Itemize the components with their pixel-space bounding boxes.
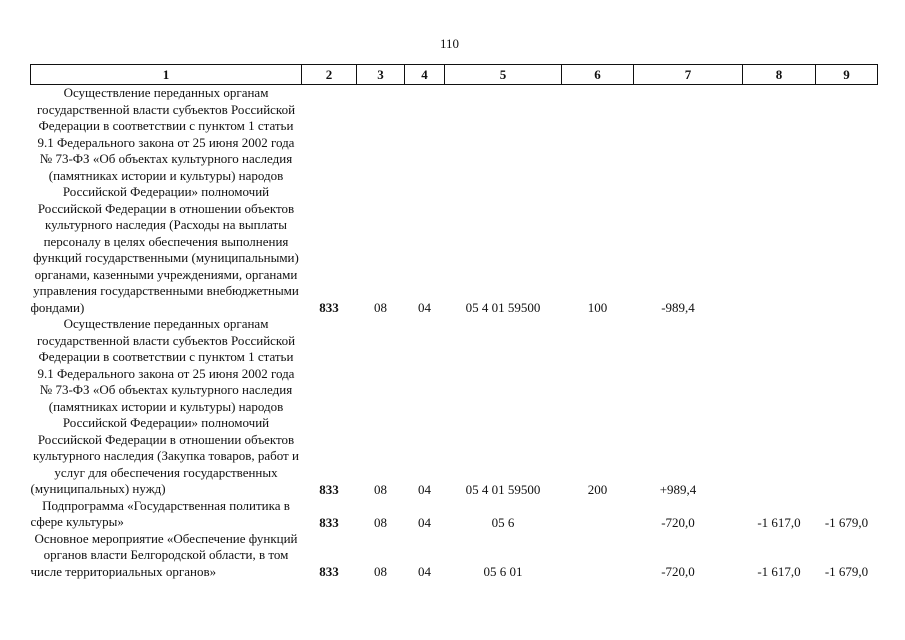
cell-target-article: 05 6 01: [483, 564, 523, 579]
cell-amount-3: -1 679,0: [824, 514, 869, 530]
column-header: 5: [445, 65, 562, 85]
cell-amount-2: -1 617,0: [757, 514, 801, 530]
cell-amount-1: -720,0: [661, 514, 695, 530]
cell-section: 08: [374, 564, 387, 579]
cell-amount-1: -720,0: [661, 564, 695, 579]
table-row: [31, 498, 878, 531]
cell-amount-1: -989,4: [661, 300, 695, 315]
column-header: 7: [634, 65, 743, 85]
cell-section: 08: [374, 514, 387, 530]
cell-amount-2: [743, 85, 816, 317]
column-header: 4: [405, 65, 445, 85]
table-row: [31, 316, 878, 498]
cell-admin-code: 833: [319, 300, 339, 315]
page-number: 110: [440, 36, 460, 51]
cell-expense-type: 200: [587, 481, 608, 497]
cell-target-article: 05 6: [491, 514, 515, 530]
column-header: 6: [562, 65, 634, 85]
row-description: Осуществление переданных органам государственной власти субъектов Российской Федерации в соответствии с пунктом 1 статьи 9.1 Федерального закона от 25 июня 2002 года № 73-ФЗ «Об объектах культурного наследия (памятниках истории и культуры) народов Российской Федерации» полномочий Российской Федерации в отношении объектов культурного наследия (Закупка товаров, работ и услуг для обеспечения государственных (муниципальных) нужд): [30, 316, 299, 496]
cell-amount-1: +989,4: [659, 481, 697, 497]
cell-amount-3: [816, 316, 878, 498]
cell-expense-type: 100: [587, 300, 608, 315]
cell-target-article: 05 4 01 59500: [465, 481, 541, 497]
row-description: Основное мероприятие «Обеспечение функций органов власти Белгородской области, в том числе территориальных органов»: [30, 530, 298, 579]
column-header: 9: [816, 65, 878, 85]
cell-expense-type: [562, 531, 634, 581]
cell-amount-3: -1 679,0: [824, 564, 869, 579]
table-row: [31, 85, 878, 317]
row-description: Подпрограмма «Государственная политика в сфере культуры»: [30, 497, 290, 529]
table-row: [31, 531, 878, 581]
cell-expense-type: [562, 498, 634, 531]
cell-target-article: 05 4 01 59500: [465, 300, 541, 315]
cell-admin-code: 833: [319, 481, 339, 497]
budget-table: [30, 64, 878, 580]
header-row: [31, 65, 878, 85]
row-description: Осуществление переданных органам государственной власти субъектов Российской Федерации в соответствии с пунктом 1 статьи 9.1 Федерального закона от 25 июня 2002 года № 73-ФЗ «Об объектах культурного наследия (памятниках истории и культуры) народов Российской Федерации» полномочий Российской Федерации в отношении объектов культурного наследия (Расходы на выплаты персоналу в целях обеспечения выполнения функций государственными (муниципальными) органами, казенными учреждениями, органами управления государственными внебюджетными фондами): [30, 85, 299, 315]
cell-admin-code: 833: [319, 514, 339, 530]
cell-subsection: 04: [418, 300, 431, 315]
column-header: 1: [31, 65, 302, 85]
cell-subsection: 04: [418, 564, 431, 579]
cell-amount-2: -1 617,0: [757, 564, 801, 579]
cell-subsection: 04: [418, 481, 431, 497]
column-header: 3: [357, 65, 405, 85]
column-header: 2: [302, 65, 357, 85]
cell-admin-code: 833: [319, 564, 339, 579]
cell-section: 08: [374, 481, 387, 497]
cell-amount-3: [816, 85, 878, 317]
cell-subsection: 04: [418, 514, 431, 530]
cell-amount-2: [743, 316, 816, 498]
cell-section: 08: [374, 300, 387, 315]
column-header: 8: [743, 65, 816, 85]
